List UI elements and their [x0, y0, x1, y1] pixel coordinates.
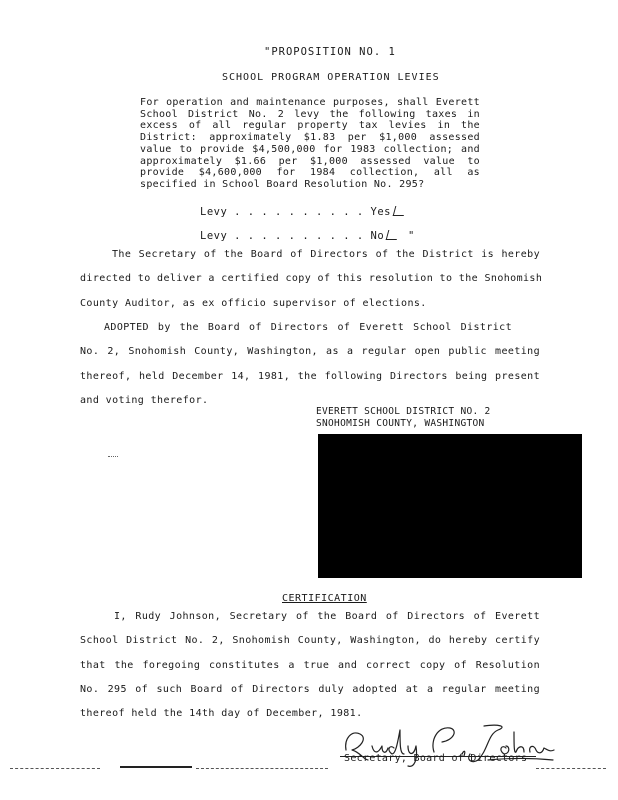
secretary-paragraph	[80, 243, 543, 316]
redacted-signatures	[318, 434, 582, 578]
district-block	[316, 406, 491, 430]
levy-no-label: Levy . . . . . . . . . . No	[200, 230, 385, 242]
district-county: SNOHOMISH COUNTY, WASHINGTON	[316, 418, 485, 429]
proposition-title: "PROPOSITION NO. 1	[264, 46, 396, 58]
signature-title: Secretary, Board of Directors	[344, 753, 528, 764]
certification-line: thereof held the 14th day of December, 1981.	[80, 708, 363, 720]
secretary-line: The Secretary of the Board of Directors of the District is hereby	[112, 249, 540, 260]
adopted-line: No. 2, Snohomish County, Washington, as a regular open public meeting	[80, 346, 540, 358]
levy-yes-label: Levy . . . . . . . . . . Yes	[200, 206, 392, 218]
levy-yes-line	[200, 206, 405, 218]
bottom-rule	[536, 768, 606, 769]
certification-paragraph	[80, 605, 540, 726]
bottom-rule	[196, 768, 328, 769]
bottom-rule	[10, 768, 100, 769]
proposition-subtitle: SCHOOL PROGRAM OPERATION LEVIES	[222, 72, 440, 83]
certification-line: I, Rudy Johnson, Secretary of the Board of Directors of Everett	[114, 611, 540, 622]
levy-yes-checkbox	[393, 206, 407, 216]
adopted-line: ADOPTED by the Board of Directors of Everett School District	[104, 322, 512, 333]
certification-line: that the foregoing constitutes a true and correct copy of Resolution	[80, 659, 540, 671]
secretary-line: directed to deliver a certified copy of this resolution to the Snohomish	[80, 273, 543, 285]
adopted-paragraph	[80, 316, 540, 413]
levy-no-line	[200, 230, 415, 242]
district-name: EVERETT SCHOOL DISTRICT NO. 2	[316, 406, 491, 417]
adopted-line: and voting therefor.	[80, 394, 209, 406]
certification-line: School District No. 2, Snohomish County, Washington, do hereby certify	[80, 635, 540, 647]
proposition-body: For operation and maintenance purposes, shall Everett School District No. 2 levy the following taxes in excess of all regular property tax levies in the District: approximately $1.83 per $1,000 assessed value to provide $4,500,000 for 1983 collection; and approximately $1.66 per $1,000 assessed value to provide $4,600,000 for 1984 collection, all as specified in School Board Resolution No. 295?	[140, 97, 480, 190]
bottom-rule	[120, 766, 192, 768]
closing-quote: "	[408, 230, 415, 242]
certification-line: No. 295 of such Board of Directors duly adopted at a regular meeting	[80, 683, 540, 695]
adopted-line: thereof, held December 14, 1981, the following Directors being present	[80, 370, 540, 382]
levy-no-checkbox	[386, 230, 400, 240]
stray-mark	[108, 456, 118, 457]
secretary-line: County Auditor, as ex officio supervisor of elections.	[80, 297, 427, 309]
certification-heading: CERTIFICATION	[282, 593, 367, 604]
